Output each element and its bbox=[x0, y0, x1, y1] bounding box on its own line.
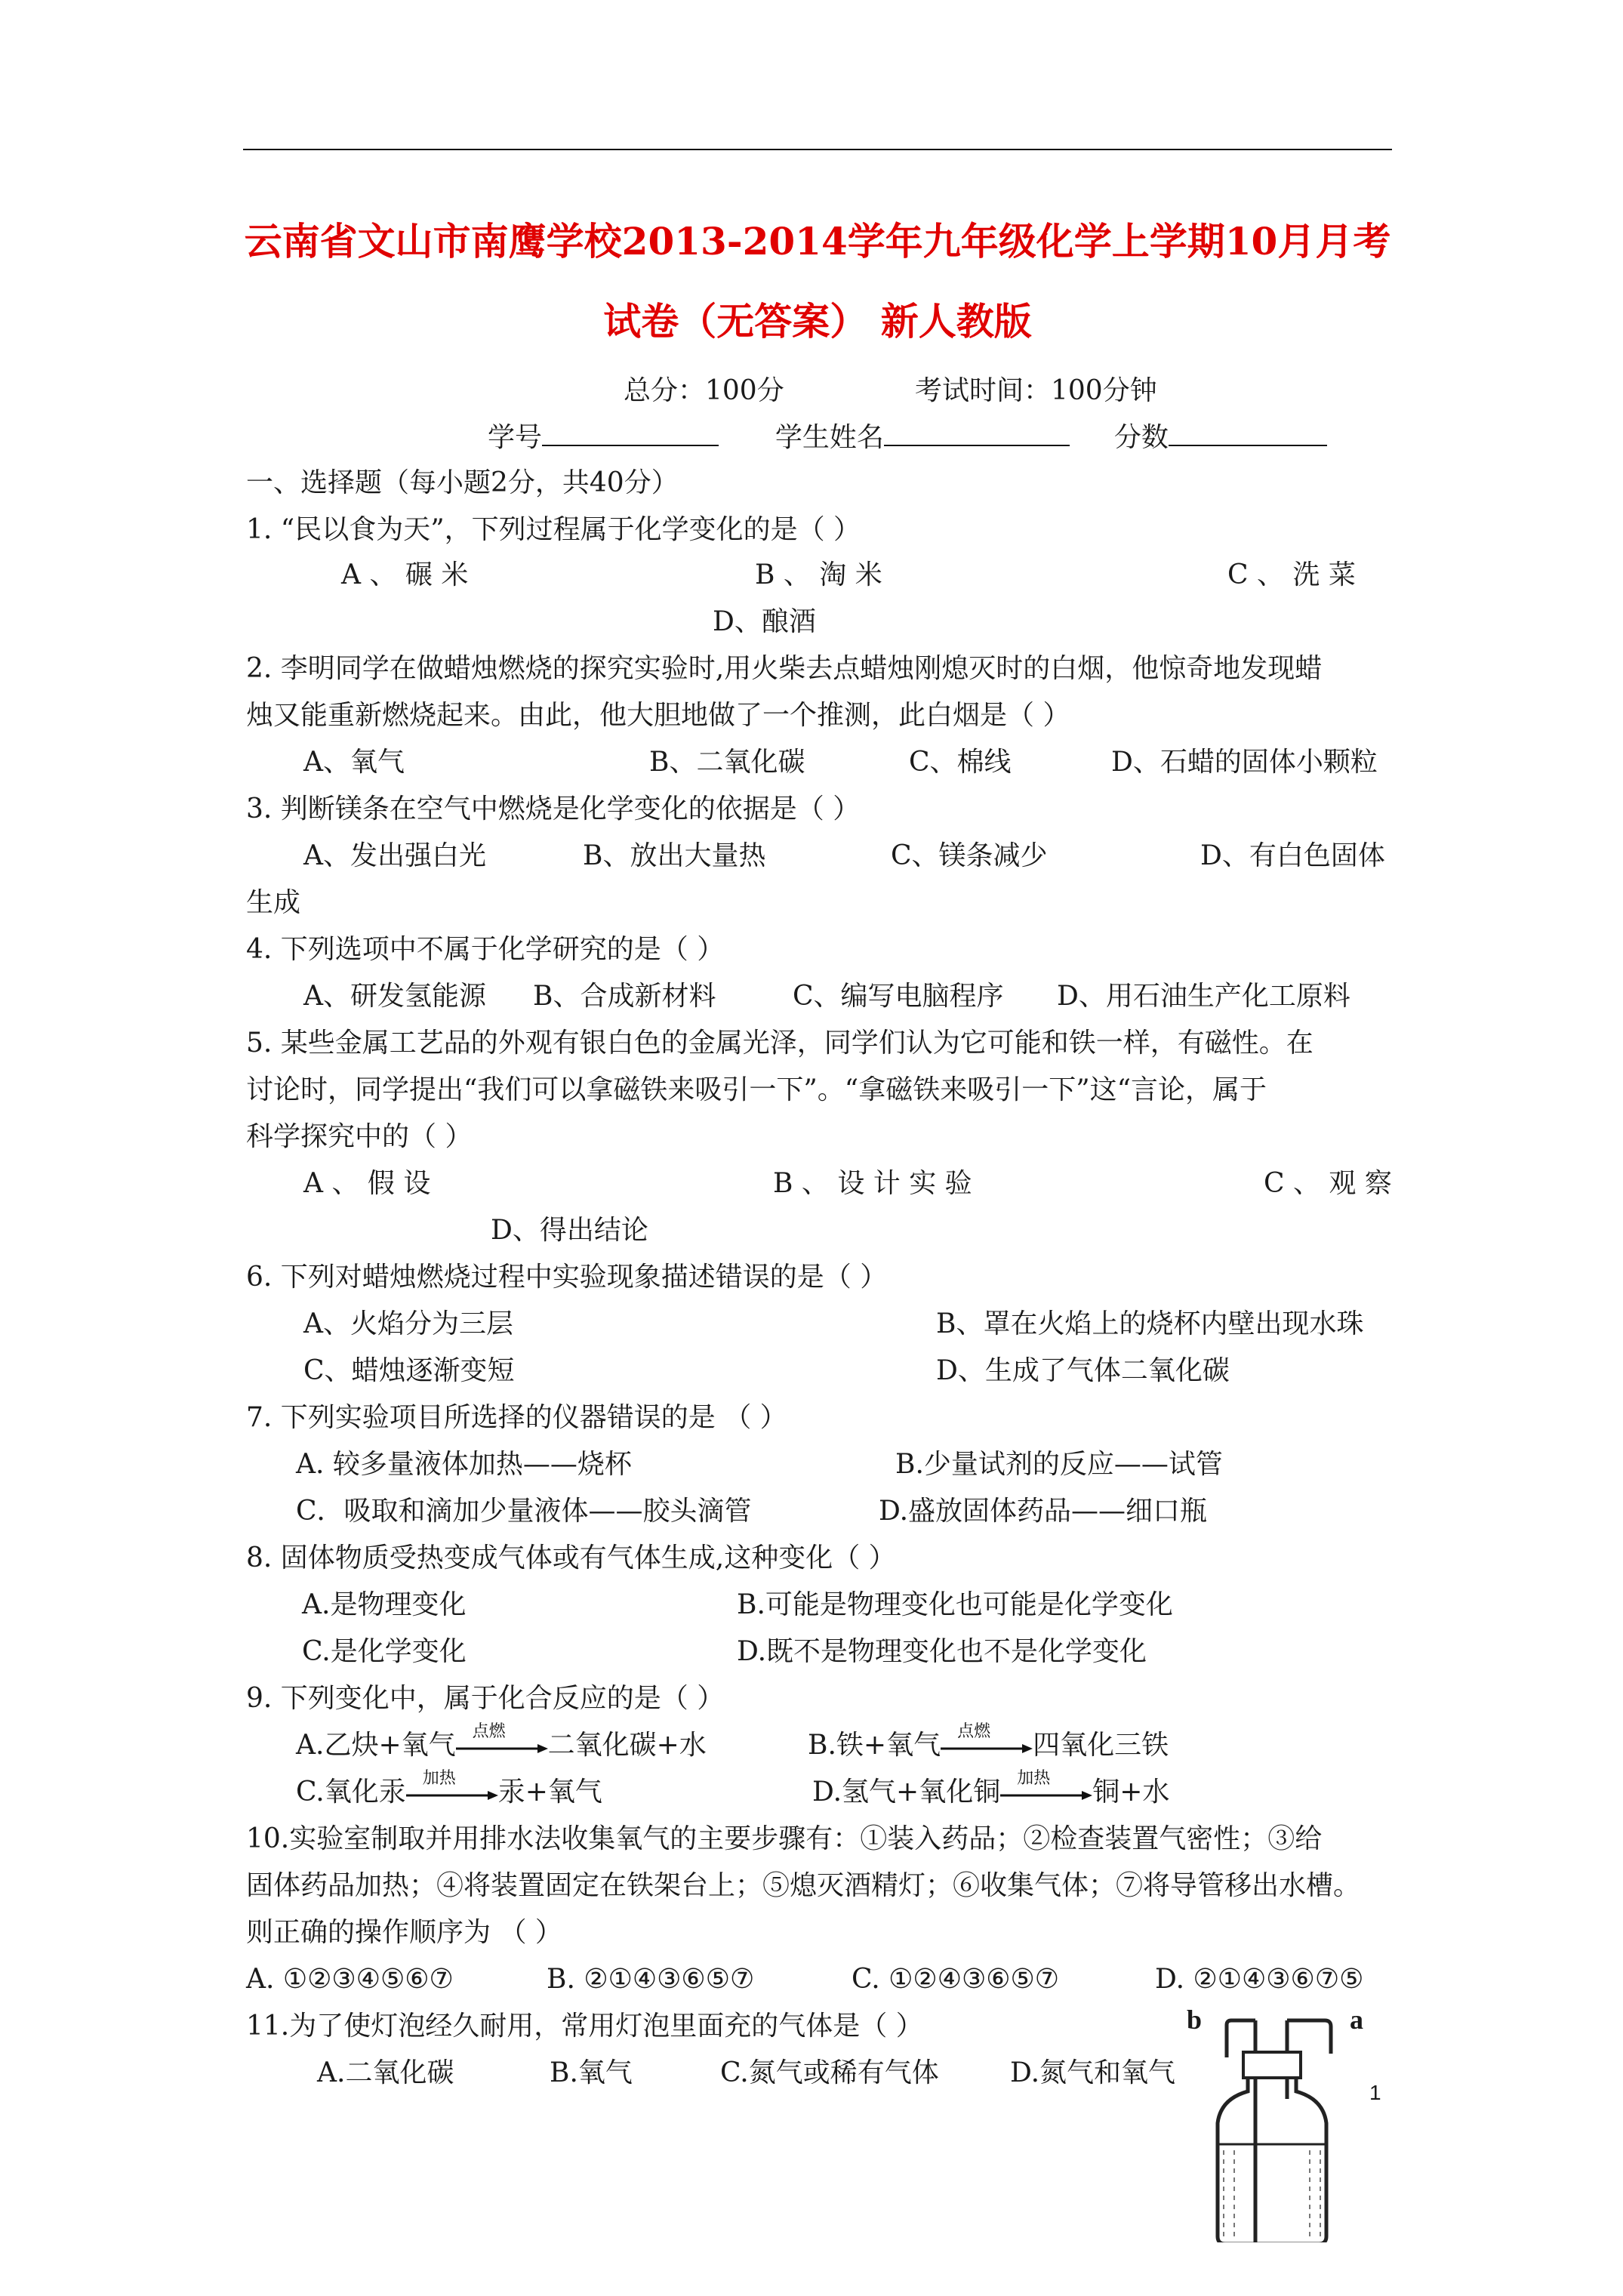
question-8-option-c: C.是化学变化 bbox=[302, 1636, 467, 1667]
question-7-option-d: D.盛放固体药品——细口瓶 bbox=[879, 1496, 1208, 1527]
question-6-stem: 6. 下列对蜡烛燃烧过程中实验现象描述错误的是（ ） bbox=[246, 1262, 888, 1293]
score-label: 分数 bbox=[1113, 422, 1169, 453]
question-3-option-c: C、镁条减少 bbox=[891, 840, 1048, 871]
question-2-option-a: A、氧气 bbox=[303, 747, 405, 778]
question-2-stem: 2. 李明同学在做蜡烛燃烧的探究实验时,用火柴去点蜡烛刚熄灭时的白烟，他惊奇地发现蜡 bbox=[246, 653, 1323, 684]
question-11-stem: 11.为了使灯泡经久耐用，常用灯泡里面充的气体是（ ） bbox=[246, 2011, 923, 2042]
question-9-stem: 9. 下列变化中，属于化合反应的是（ ） bbox=[246, 1683, 725, 1714]
question-9-option-c-reactants: C.氧化汞 bbox=[296, 1777, 406, 1808]
question-6-option-c: C、蜡烛逐渐变短 bbox=[303, 1355, 515, 1386]
question-9-option-b bbox=[808, 1722, 1169, 1762]
question-4-option-a: A、研发氢能源 bbox=[303, 981, 486, 1012]
question-1-option-c: C 、 洗 菜 bbox=[1227, 559, 1356, 590]
section-heading: 一、选择题（每小题2分，共40分） bbox=[246, 467, 679, 498]
question-9-option-c bbox=[296, 1769, 602, 1809]
page-title: 云南省文山市南鹰学校2013-2014学年九年级化学上学期10月月考 bbox=[244, 219, 1391, 264]
question-6-option-a: A、火焰分为三层 bbox=[303, 1308, 513, 1339]
reaction-arrow-icon bbox=[1000, 1769, 1092, 1805]
score-field[interactable] bbox=[1169, 422, 1327, 446]
question-2-option-c: C、棉线 bbox=[909, 747, 1012, 778]
student-number-label: 学号 bbox=[488, 422, 543, 453]
question-4-option-c: C、编写电脑程序 bbox=[793, 981, 1004, 1012]
question-4-stem: 4. 下列选项中不属于化学研究的是（ ） bbox=[246, 934, 725, 965]
question-4-option-d: D、用石油生产化工原料 bbox=[1057, 981, 1350, 1012]
question-9-option-d-reactants: D.氢气+氧化铜 bbox=[812, 1777, 1001, 1808]
question-7-option-b: B.少量试剂的反应——试管 bbox=[895, 1449, 1223, 1480]
question-1-option-a: A 、 碾 米 bbox=[341, 559, 469, 590]
question-2-stem-cont: 烛又能重新燃烧起来。由此，他大胆地做了一个推测，此白烟是（ ） bbox=[246, 700, 1070, 731]
reaction-arrow-icon bbox=[406, 1769, 498, 1805]
question-11-option-b: B.氧气 bbox=[550, 2057, 633, 2088]
question-3-option-b: B、放出大量热 bbox=[583, 840, 766, 871]
question-9-option-b-products: 四氧化三铁 bbox=[1033, 1730, 1169, 1761]
question-7-stem: 7. 下列实验项目所选择的仪器错误的是 （ ） bbox=[246, 1402, 787, 1433]
question-5-option-a: A 、 假 设 bbox=[303, 1168, 431, 1199]
question-3-option-a: A、发出强白光 bbox=[303, 840, 486, 871]
question-9-option-d-products: 铜+水 bbox=[1092, 1777, 1170, 1808]
question-4-option-b: B、合成新材料 bbox=[533, 981, 716, 1012]
gas-bottle-diagram bbox=[1174, 1955, 1370, 2242]
student-name-label: 学生姓名 bbox=[775, 422, 884, 453]
question-5-stem: 5. 某些金属工艺品的外观有银白色的金属光泽，同学们认为它可能和铁一样，有磁性。在 bbox=[246, 1028, 1313, 1059]
question-10-option-b: B. ②①④③⑥⑤⑦ bbox=[547, 1964, 755, 1995]
question-9-option-d bbox=[812, 1769, 1170, 1809]
question-10-stem: 10.实验室制取并用排水法收集氧气的主要步骤有：①装入药品；②检查装置气密性；③给 bbox=[246, 1823, 1323, 1854]
reaction-condition: 点燃 bbox=[957, 1722, 991, 1741]
question-9-option-b-reactants: B.铁+氧气 bbox=[808, 1730, 941, 1761]
question-10-stem-cont: 固体药品加热；④将装置固定在铁架台上；⑤熄灭酒精灯；⑥收集气体；⑦将导管移出水槽。 bbox=[246, 1870, 1361, 1901]
question-9-option-a-products: 二氧化碳+水 bbox=[547, 1730, 707, 1761]
question-8-option-a: A.是物理变化 bbox=[302, 1589, 467, 1620]
reaction-arrow-icon bbox=[456, 1722, 548, 1758]
reaction-condition: 加热 bbox=[1017, 1769, 1051, 1788]
header-rule bbox=[243, 149, 1392, 150]
question-10-stem-cont-2: 则正确的操作顺序为 （ ） bbox=[246, 1917, 562, 1948]
question-1-option-d: D、酿酒 bbox=[713, 606, 816, 637]
student-info-row bbox=[488, 421, 1327, 455]
exam-time: 考试时间：100分钟 bbox=[915, 375, 1157, 406]
question-10-option-d: D. ②①④③⑥⑦⑤ bbox=[1155, 1964, 1364, 1995]
question-9-option-a-reactants: A.乙炔+氧气 bbox=[296, 1730, 456, 1761]
question-11-option-d: D.氮气和氧气 bbox=[1010, 2057, 1176, 2088]
question-7-option-c: C．吸取和滴加少量液体——胶头滴管 bbox=[296, 1496, 752, 1527]
total-score: 总分：100分 bbox=[624, 375, 784, 406]
question-8-option-b: B.可能是物理变化也可能是化学变化 bbox=[737, 1589, 1173, 1620]
question-1-option-b: B 、 淘 米 bbox=[755, 559, 882, 590]
question-11-option-a: A.二氧化碳 bbox=[317, 2057, 454, 2088]
reaction-condition: 加热 bbox=[422, 1769, 456, 1788]
question-7-option-a: A. 较多量液体加热——烧杯 bbox=[296, 1449, 632, 1480]
question-10-option-a: A. ①②③④⑤⑥⑦ bbox=[246, 1964, 454, 1995]
student-name-field[interactable] bbox=[884, 422, 1070, 446]
question-6-option-d: D、生成了气体二氧化碳 bbox=[936, 1355, 1230, 1386]
student-number-field[interactable] bbox=[542, 422, 719, 446]
question-3-option-d-cont: 生成 bbox=[246, 887, 301, 918]
page-subtitle: 试卷（无答案） 新人教版 bbox=[603, 299, 1032, 344]
question-11-option-c: C.氮气或稀有气体 bbox=[720, 2057, 939, 2088]
question-2-option-d: D、石蜡的固体小颗粒 bbox=[1111, 747, 1378, 778]
question-9-option-a bbox=[296, 1722, 707, 1762]
figure-label-b: b bbox=[1187, 2005, 1203, 2035]
question-8-option-d: D.既不是物理变化也不是化学变化 bbox=[737, 1636, 1147, 1667]
question-2-option-b: B、二氧化碳 bbox=[649, 747, 805, 778]
question-5-stem-cont-2: 科学探究中的（ ） bbox=[246, 1121, 473, 1152]
figure-label-a: a bbox=[1350, 2005, 1363, 2035]
reaction-condition: 点燃 bbox=[472, 1722, 506, 1741]
reaction-arrow-icon bbox=[941, 1722, 1033, 1758]
question-5-stem-cont: 讨论时，同学提出“我们可以拿磁铁来吸引一下”。“拿磁铁来吸引一下”这“言论，属于 bbox=[246, 1074, 1267, 1105]
question-10-option-c: C. ①②④③⑥⑤⑦ bbox=[852, 1964, 1060, 1995]
question-5-option-b: B 、 设 计 实 验 bbox=[773, 1168, 972, 1199]
question-8-stem: 8. 固体物质受热变成气体或有气体生成,这种变化（ ） bbox=[246, 1542, 896, 1573]
question-1-stem: 1. “民以食为天”，下列过程属于化学变化的是（ ） bbox=[246, 514, 861, 545]
question-5-option-d: D、得出结论 bbox=[491, 1215, 648, 1246]
question-9-option-c-products: 汞+氧气 bbox=[497, 1777, 602, 1808]
page-number: 1 bbox=[1369, 2081, 1381, 2104]
question-3-stem: 3. 判断镁条在空气中燃烧是化学变化的依据是（ ） bbox=[246, 794, 861, 824]
question-5-option-c: C 、 观 察 bbox=[1264, 1168, 1392, 1199]
question-3-option-d: D、有白色固体 bbox=[1200, 840, 1385, 871]
question-6-option-b: B、罩在火焰上的烧杯内壁出现水珠 bbox=[936, 1308, 1364, 1339]
